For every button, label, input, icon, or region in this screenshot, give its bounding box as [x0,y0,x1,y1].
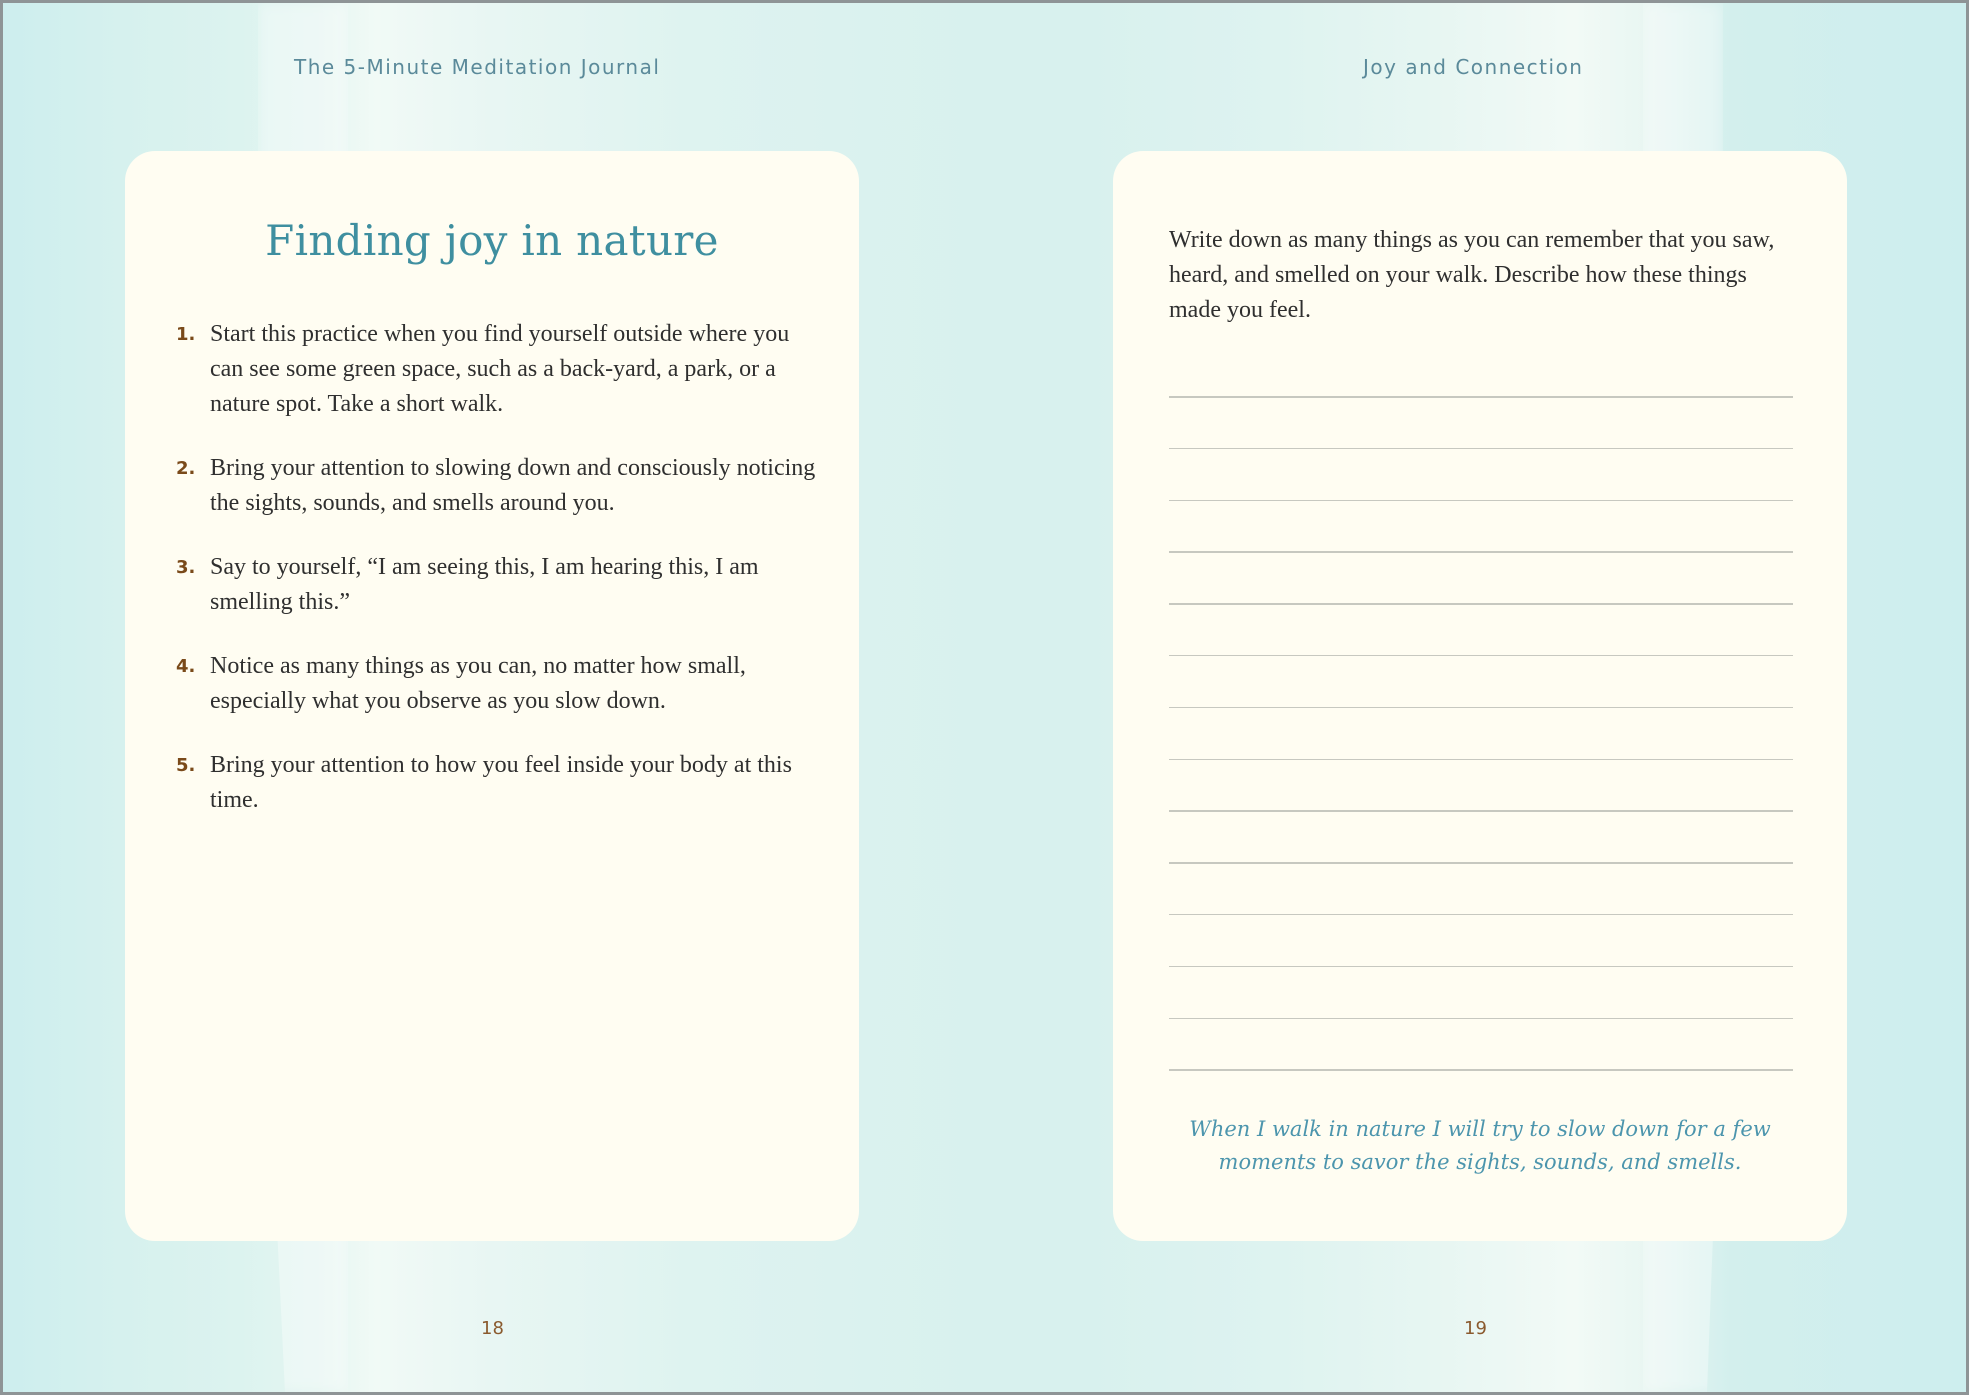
ruled-line [1169,1018,1793,1020]
step-text: Bring your attention to how you feel inside your body at this time. [210,752,792,813]
journal-card [1113,151,1847,1241]
step-number: 3. [176,557,196,578]
step-number: 4. [176,656,196,677]
ruled-line [1169,1069,1793,1071]
ruled-line [1169,810,1793,812]
left-page [3,3,984,1392]
page-number: 18 [481,1318,504,1339]
running-head-book-title: The 5-Minute Meditation Journal [294,55,661,79]
book-spread [3,3,1966,1392]
step-text: Start this practice when you find yourself outside where you can see some green space, such as a back-yard, a park, or a nature spot. Take a short walk. [210,321,790,417]
ruled-line [1169,551,1793,553]
page-number: 19 [1464,1318,1487,1339]
step-item [176,317,816,422]
ruled-line [1169,655,1793,657]
step-number: 2. [176,458,196,479]
writing-area[interactable] [1169,396,1793,1121]
ruled-line [1169,396,1793,398]
step-text: Bring your attention to slowing down and consciously noticing the sights, sounds, and smells around you. [210,455,816,516]
step-item [176,649,816,719]
running-head-chapter: Joy and Connection [1363,55,1584,79]
step-item [176,748,816,818]
ruled-line [1169,500,1793,502]
instructions-card [125,151,859,1241]
step-text: Say to yourself, “I am seeing this, I am hearing this, I am smelling this.” [210,554,759,615]
affirmation-text: When I walk in nature I will try to slow down for a few moments to savor the sights, sounds, and smells. [1189,1117,1771,1174]
step-item [176,451,816,521]
ruled-line [1169,448,1793,450]
ruled-line [1169,914,1793,916]
step-number: 1. [176,324,196,345]
step-text: Notice as many things as you can, no matter how small, especially what you observe as you slow down. [210,653,746,714]
ruled-line [1169,862,1793,864]
steps-list [176,317,816,847]
ruled-line [1169,707,1793,709]
ruled-line [1169,603,1793,605]
page-title: Finding joy in nature [265,216,719,265]
journal-prompt: Write down as many things as you can remember that you saw, heard, and smelled on your walk. Describe how these things made you feel. [1169,227,1775,323]
step-item [176,550,816,620]
ruled-line [1169,966,1793,968]
ruled-line [1169,759,1793,761]
step-number: 5. [176,755,196,776]
right-page [985,3,1966,1392]
